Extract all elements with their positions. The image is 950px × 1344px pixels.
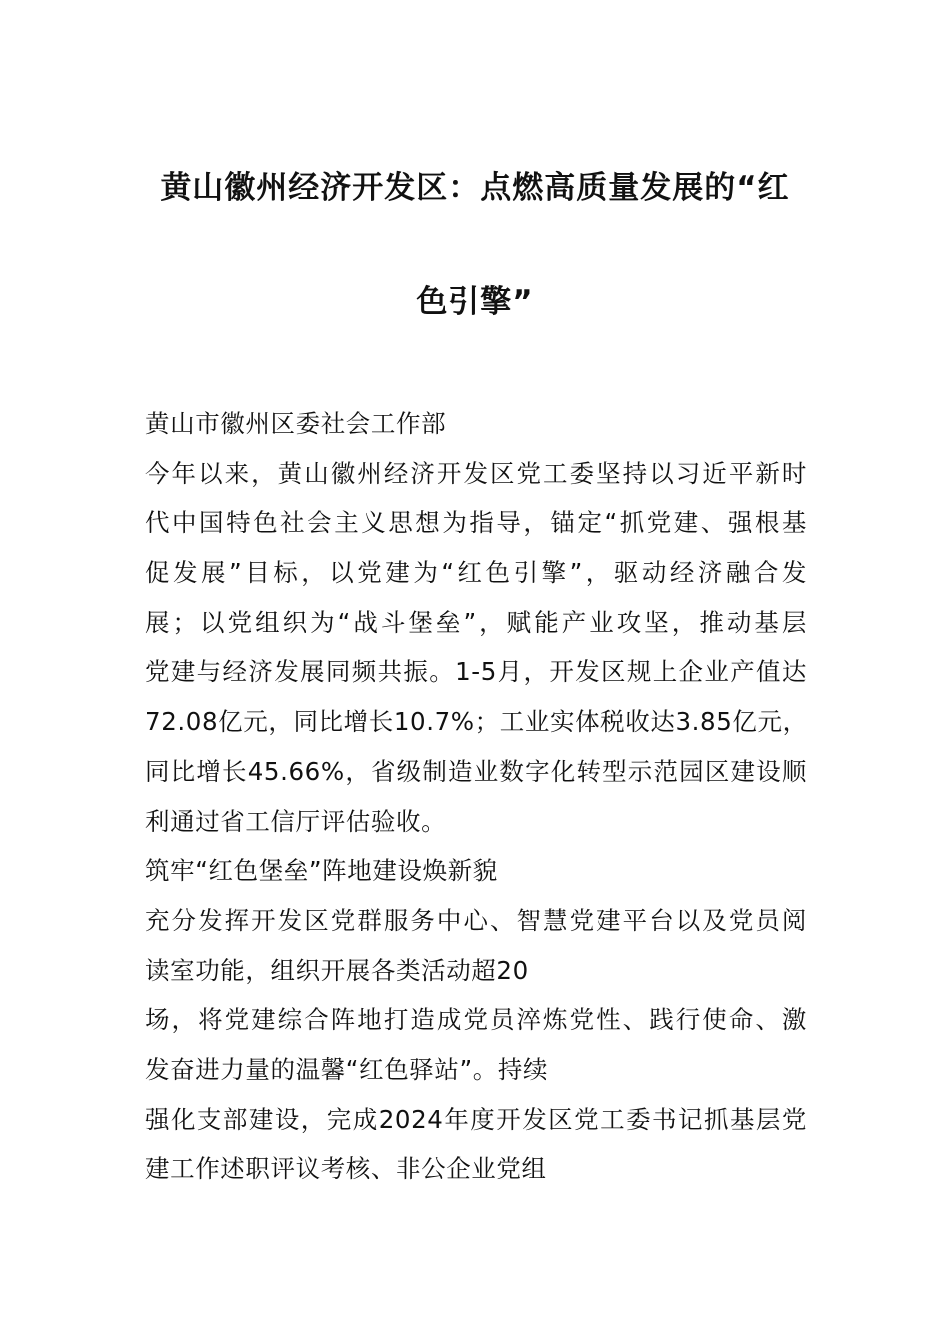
article-title-line-1: 黄山徽州经济开发区：点燃高质量发展的“红 — [160, 170, 790, 206]
paragraph-line: 同比增长45.66%，省级制造业数字化转型示范园区建设顺 — [145, 756, 807, 786]
paragraph-line: 利通过省工信厅评估验收。 — [145, 806, 447, 836]
section-heading: 筑牢“红色堡垒”阵地建设焕新貌 — [145, 856, 498, 886]
paragraph-line: 充分发挥开发区党群服务中心、智慧党建平台以及党员阅 — [145, 905, 807, 935]
paragraph-line: 发奋进力量的温馨“红色驿站”。持续 — [145, 1054, 549, 1084]
article-title-line-2: 色引擎” — [416, 284, 534, 320]
paragraph-line: 展；以党组织为“战斗堡垒”，赋能产业攻坚，推动基层 — [145, 607, 807, 637]
paragraph-line: 党建与经济发展同频共振。1-5月，开发区规上企业产值达 — [145, 657, 807, 687]
paragraph-line: 建工作述职评议考核、非公企业党组 — [145, 1154, 547, 1184]
paragraph-line: 代中国特色社会主义思想为指导，锚定“抓党建、强根基 — [145, 508, 807, 538]
paragraph-line: 强化支部建设，完成2024年度开发区党工委书记抓基层党 — [145, 1104, 807, 1134]
paragraph-line: 场，将党建综合阵地打造成党员淬炼党性、践行使命、激 — [145, 1005, 807, 1035]
paragraph-line: 促发展”目标，以党建为“红色引擎”，驱动经济融合发 — [145, 558, 807, 588]
article-body — [145, 399, 807, 1194]
paragraph-line: 今年以来，黄山徽州经济开发区党工委坚持以习近平新时 — [145, 458, 807, 488]
author-line: 黄山市徽州区委社会工作部 — [145, 409, 447, 438]
paragraph-line: 读室功能，组织开展各类活动超20 — [145, 955, 529, 985]
paragraph-line: 72.08亿元，同比增长10.7%；工业实体税收达3.85亿元， — [145, 707, 808, 737]
